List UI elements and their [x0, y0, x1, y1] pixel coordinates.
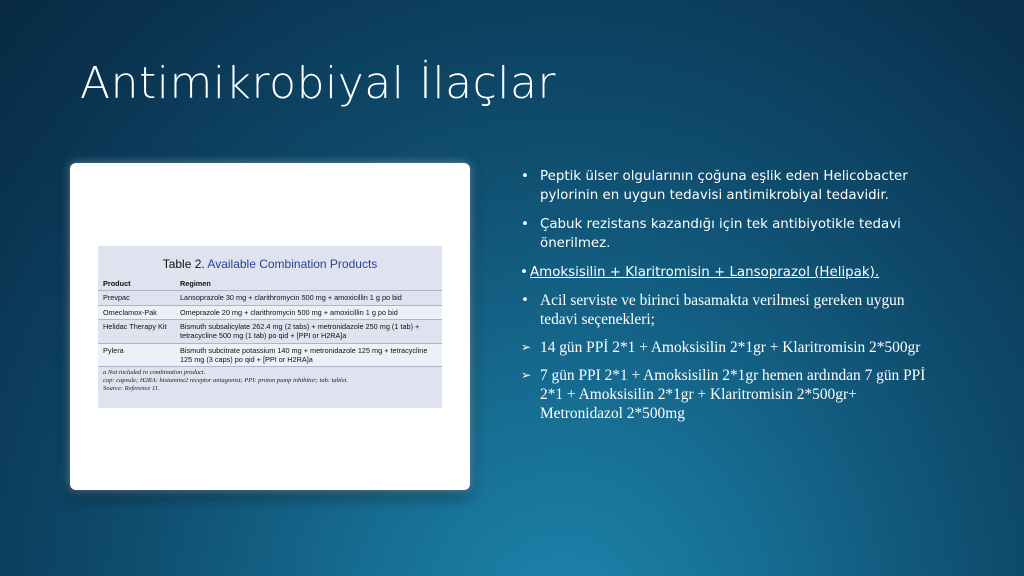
arrow-bullet-icon: ➢	[521, 368, 532, 382]
regimen-cell: Lansoprazole 30 mg + clarithromycin 500 mg + amoxicillin 1 g po bid	[180, 293, 402, 303]
product-cell: Prevpac	[103, 293, 130, 303]
bullet-item	[518, 338, 943, 357]
regimen-cell: Bismuth subsalicylate 262.4 mg (2 tabs) + metronidazole 250 mg (1 tab) + tetracycline 500 mg (1 tab) po qid + [PPI or H2RA]a	[180, 321, 420, 341]
bullet-dot-icon: •	[520, 265, 528, 280]
table-row	[98, 291, 442, 305]
table-footnotes	[98, 367, 442, 394]
footnote: cap: capsule; H2RA: histamine2 receptor antagonist; PPI: proton pump inhibitor; tab: tablet.	[103, 377, 349, 385]
table-row	[98, 306, 442, 320]
bullet-text: Çabuk rezistans kazandığı için tek antibiyotikle tedavi önerilmez.	[540, 217, 901, 251]
bullet-dot-icon: •	[521, 293, 529, 308]
bullet-dot-icon: •	[521, 169, 529, 184]
regimen-cell: Bismuth subcitrate potassium 140 mg + metronidazole 125 mg + tetracycline 125 mg (3 caps) po qid + [PPI or H2RA]a	[180, 345, 428, 364]
regimen-cell: Omeprazole 20 mg + clarithromycin 500 mg + amoxicillin 1 g po bid	[180, 307, 398, 317]
table-row	[98, 344, 442, 368]
bullet-list	[518, 167, 943, 423]
table-title-main: Available Combination Products	[207, 257, 378, 271]
table-title	[98, 257, 442, 271]
table-title-prefix: Table 2.	[162, 257, 205, 271]
bullet-link-text[interactable]: Amoksisilin + Klaritromisin + Lansoprazol (Helipak).	[530, 265, 880, 280]
bullet-item	[518, 366, 943, 423]
header-regimen: Regimen	[180, 279, 211, 288]
product-cell: Helidac Therapy Kit	[103, 321, 167, 331]
footnote: a Not included in combination product.	[103, 369, 206, 377]
header-product: Product	[103, 279, 131, 288]
combination-products-table	[98, 246, 442, 408]
bullet-dot-icon: •	[521, 217, 529, 232]
bullet-item	[518, 215, 943, 253]
table-image-frame	[70, 163, 470, 490]
product-cell: Omeclamox-Pak	[103, 307, 157, 317]
bullet-text: 7 gün PPI 2*1 + Amoksisilin 2*1gr hemen ardından 7 gün PPİ 2*1 + Amoksisilin 2*1gr + Klaritromisin 2*500gr+ Metronidazol 2*500mg	[540, 367, 926, 422]
table-row	[98, 320, 442, 344]
bullet-text: Acil serviste ve birinci basamakta verilmesi gereken uygun tedavi seçenekleri;	[540, 292, 905, 328]
footnote: Source: Reference 11.	[103, 384, 160, 392]
product-cell: Pylera	[103, 345, 124, 355]
bullet-item	[518, 291, 943, 329]
bullet-text: Peptik ülser olgularının çoğuna eşlik eden Helicobacter pylorinin en uygun tedavisi antimikrobiyal tedavidir.	[540, 169, 908, 203]
slide-title: Antimikrobiyal İlaçlar	[80, 58, 557, 109]
table-header-row	[98, 277, 442, 291]
bullet-text: 14 gün PPİ 2*1 + Amoksisilin 2*1gr + Klaritromisin 2*500gr	[540, 339, 921, 356]
bullet-item	[518, 263, 943, 282]
arrow-bullet-icon: ➢	[521, 340, 532, 354]
bullet-item	[518, 167, 943, 205]
